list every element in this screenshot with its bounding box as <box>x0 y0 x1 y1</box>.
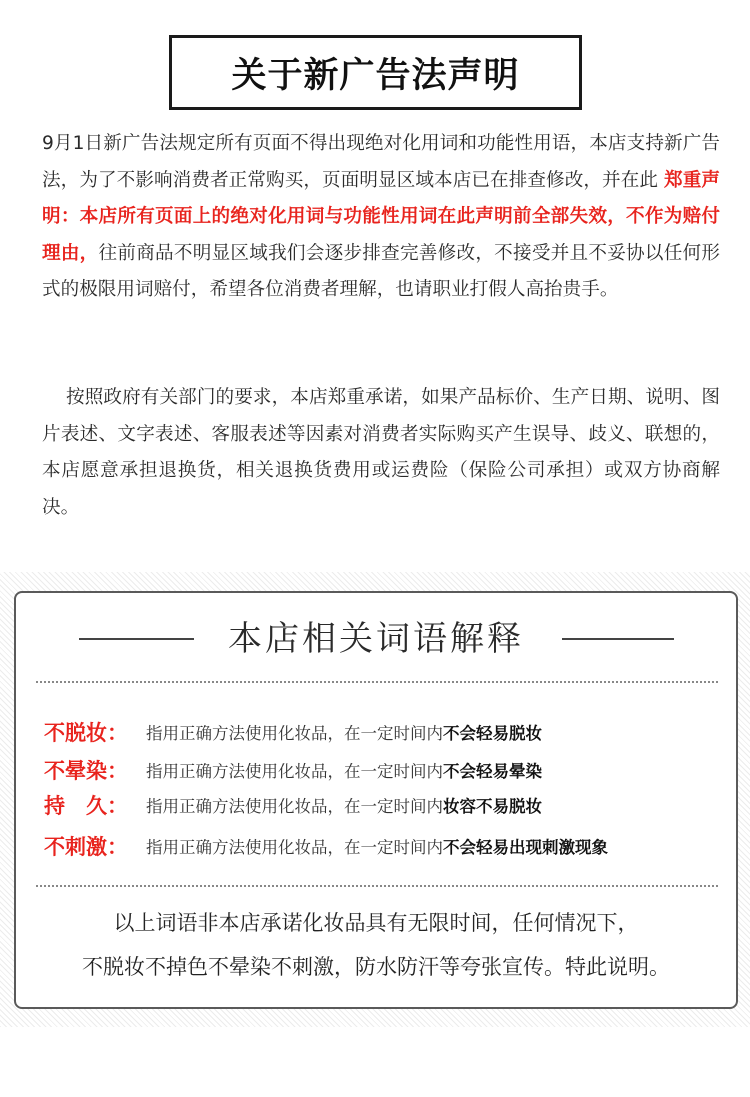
glossary-footer-line-1: 以上词语非本店承诺化妆品具有无限时间，任何情况下， <box>113 911 639 935</box>
glossary-desc-bold: 不会轻易出现刺激现象 <box>443 838 608 857</box>
glossary-term: 不刺激： <box>44 835 128 859</box>
glossary-row <box>44 717 734 747</box>
glossary-heading: 本店相关词语解释 <box>228 619 524 659</box>
glossary-card <box>14 591 738 1009</box>
statement-highlight: 郑重声明：本店所有页面上的绝对化用词与功能性用词在此声明前全部失效，不作为赔付理由， <box>42 169 720 264</box>
glossary-desc-bold: 不会轻易脱妆 <box>443 724 542 743</box>
glossary-row <box>44 755 734 785</box>
glossary-desc <box>146 720 542 744</box>
glossary-heading-row <box>16 613 736 665</box>
glossary-term: 持 久： <box>44 794 128 818</box>
glossary-row <box>44 831 734 861</box>
heading-right-line <box>562 638 674 640</box>
statement-text-before: 9月1日新广告法规定所有页面不得出现绝对化用词和功能性用语，本店支持新广告法，为了不影响消费者正常购买，页面明显区域本店已在排查修改，并在此 <box>42 133 720 191</box>
glossary-row <box>44 790 734 820</box>
glossary-desc-prefix: 指用正确方法使用化妆品，在一定时间内 <box>146 724 443 743</box>
statement-paragraph <box>42 126 720 309</box>
glossary-desc <box>146 834 608 858</box>
glossary-desc-bold: 妆容不易脱妆 <box>443 797 542 816</box>
glossary-desc-prefix: 指用正确方法使用化妆品，在一定时间内 <box>146 762 443 781</box>
page-title: 关于新广告法声明 <box>231 55 520 96</box>
glossary-desc <box>146 793 542 817</box>
title-box <box>169 35 582 110</box>
glossary-term: 不晕染： <box>44 759 128 783</box>
dotted-divider-top <box>36 681 718 683</box>
glossary-desc <box>146 758 542 782</box>
glossary-desc-prefix: 指用正确方法使用化妆品，在一定时间内 <box>146 838 443 857</box>
glossary-term: 不脱妆： <box>44 721 128 745</box>
glossary-desc-bold: 不会轻易晕染 <box>443 762 542 781</box>
glossary-desc-prefix: 指用正确方法使用化妆品，在一定时间内 <box>146 797 443 816</box>
commitment-paragraph: 按照政府有关部门的要求，本店郑重承诺，如果产品标价、生产日期、说明、图片表述、文字表述、客服表述等因素对消费者实际购买产生误导、歧义、联想的，本店愿意承担退换货，相关退换货费用或运费险（保险公司承担）或双方协商解决。 <box>42 387 720 518</box>
dotted-divider-bottom <box>36 885 718 887</box>
statement-text-after: 往前商品不明显区域我们会逐步排查完善修改，不接受并且不妥协以任何形式的极限用词赔付，希望各位消费者理解，也请职业打假人高抬贵手。 <box>42 242 720 301</box>
glossary-footer-line-2: 不脱妆不掉色不晕染不刺激，防水防汗等夸张宣传。特此说明。 <box>82 955 670 979</box>
